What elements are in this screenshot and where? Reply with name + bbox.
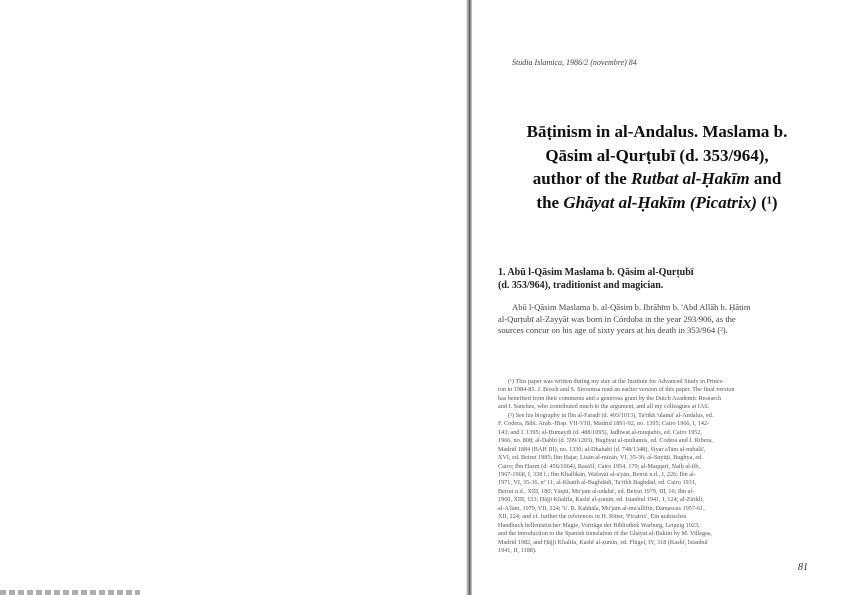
footnote-line: (²) See his biography in Ibn al-Faraḍī (d. 403/1013), Ta'rīkh 'ulamā' al-Andalus, ed. bbox=[508, 411, 714, 419]
footnote-line: XVI, ed. Beirut 1985; Ibn Ḥajar, Lisān al-mīzān, VI, 35-36; al-Suyūṭī, Bughya, ed. bbox=[498, 454, 703, 462]
footnote-line: Madrid 1884 (BAH III), no. 1330; al-Dhahabī (d. 748/1348), Siyar a'lām al-nubalā', bbox=[498, 445, 706, 453]
footnote-line: Cairo; Ibn Ḥazm (d. 456/1064), Rasā'il, Cairo 1954, 179; al-Maqqarī, Nafḥ al-ṭīb, bbox=[498, 462, 700, 470]
footnote-line: 1966, no. 808; al-Ḍabbī (d. 599/1203), Bughyat al-multamis, ed. Codera and J. Ribera, bbox=[498, 437, 713, 445]
page-number: 81 bbox=[798, 562, 808, 573]
footnote-line: Madrid 1982, and Ḥājjī Khalīfa, Kashf al-ẓunūn, ed. Flügel, IV, 318 (Kashf, Istanbul bbox=[498, 538, 708, 546]
title-segment: and bbox=[749, 169, 782, 188]
footnote-line: XII, 224; and cf. further the references in H. Ritter, 'Picatrix', Ein arabisches bbox=[498, 513, 687, 521]
title-segment: Qāsim al-Qurṭubī (d. 353/964), bbox=[545, 145, 769, 165]
body-line: Abū l-Qāsim Maslama b. al-Qāsim b. Ibrāhīm b. 'Abd Allāh b. Ḥātim bbox=[512, 302, 751, 312]
title-line bbox=[498, 167, 816, 191]
article-title bbox=[498, 120, 816, 214]
footnotes bbox=[498, 378, 814, 556]
running-head: Studia Islamica, 1986/2 (novembre) 84 bbox=[512, 58, 637, 67]
footnote-line: 1941, II, 1188). bbox=[498, 547, 537, 555]
footnote-line: and I. Sanchez, who contributed much to the argument, and all my colleagues at IAS. bbox=[498, 403, 710, 411]
footnote-line: Beirut n.d., XIII, 180; Yāqūt, Mu'jam al-udabā', ed. Beirut 1979, III, 16; Ibn al- bbox=[498, 487, 695, 495]
footnote-line: al-A'lām, 1979, VII, 224; 'U. R. Kaḥḥāla, Mu'jam al-mu'allifīn, Damascus 1957-61, bbox=[498, 504, 705, 512]
footnote-line: ton in 1984-85. J. Bosch and S. Stroumsa read an earlier version of this paper. The final version bbox=[498, 386, 735, 394]
title-line bbox=[498, 191, 816, 215]
footnote-line: and the introduction to the Spanish translation of the Ghāyat al-Ḥakīm by M. Villegas, bbox=[498, 530, 712, 538]
title-segment: Bāṭinism in al-Andalus. Maslama b. bbox=[526, 122, 788, 141]
section-heading-line: (d. 353/964), traditionist and magician. bbox=[498, 280, 664, 291]
footnote-line: 1960, XIII, 153; Ḥājjī Khalīfa, Kashf al-ẓunūn, ed. Istanbul 1941, I, 124; al-Ziriklī, bbox=[498, 496, 704, 504]
title-line bbox=[498, 144, 816, 168]
footnote-line: (¹) This paper was written during my stay at the Institute for Advanced Study in Prince- bbox=[508, 378, 725, 385]
footnote-line: 1967-1968, I, 338 f.; Ibn Khallikān, Wafayāt al-a'yān, Beirut n.d., I, 226; Ibn al- bbox=[498, 470, 696, 478]
title-line bbox=[498, 120, 816, 144]
footnote-line: 143; and I. 1395; al-Ḥumaydī (d. 488/1095), Jadhwat al-muqtabis, ed. Cairo 1952, bbox=[498, 428, 702, 436]
section-heading bbox=[498, 266, 808, 292]
section-heading-line: 1. Abū l-Qāsim Maslama b. Qāsim al-Qurṭubī bbox=[498, 267, 694, 278]
footnote-line: Handbuch hellenistischer Magie, Vorträge der Bibliothek Warburg, Leipzig 1923; bbox=[498, 521, 700, 529]
body-paragraph bbox=[498, 302, 812, 337]
footnote-line: has benefited from their comments and a generous grant by the Dutch Academic Research bbox=[498, 394, 722, 402]
body-line: al-Qurṭubī al-Zayyāt was born in Córdoba in the year 293/906, as the bbox=[498, 313, 736, 324]
title-segment: (¹) bbox=[756, 192, 778, 212]
title-segment: Rutbat al-Ḥakīm bbox=[631, 169, 750, 188]
footnote-line: 1971, VI, 35-36, nº 11; al-Khaṭīb al-Baghdādī, Ta'rīkh Baghdād, ed. Cairo 1931, bbox=[498, 479, 697, 487]
title-segment: the bbox=[536, 192, 564, 212]
page-edge-shadow bbox=[0, 590, 140, 595]
footnote-line: F. Codera, Bibl. Arab.-Hisp. VII-VIII, Madrid 1891-92, no. 1395; Cairo 1966, I, 142- bbox=[498, 420, 710, 428]
title-segment: Ghāyat al-Ḥakīm (Picatrix) bbox=[563, 192, 757, 212]
title-segment: author of the bbox=[532, 169, 632, 188]
body-line: sources concur on his age of sixty years at his death in 353/964 (²). bbox=[498, 325, 728, 335]
